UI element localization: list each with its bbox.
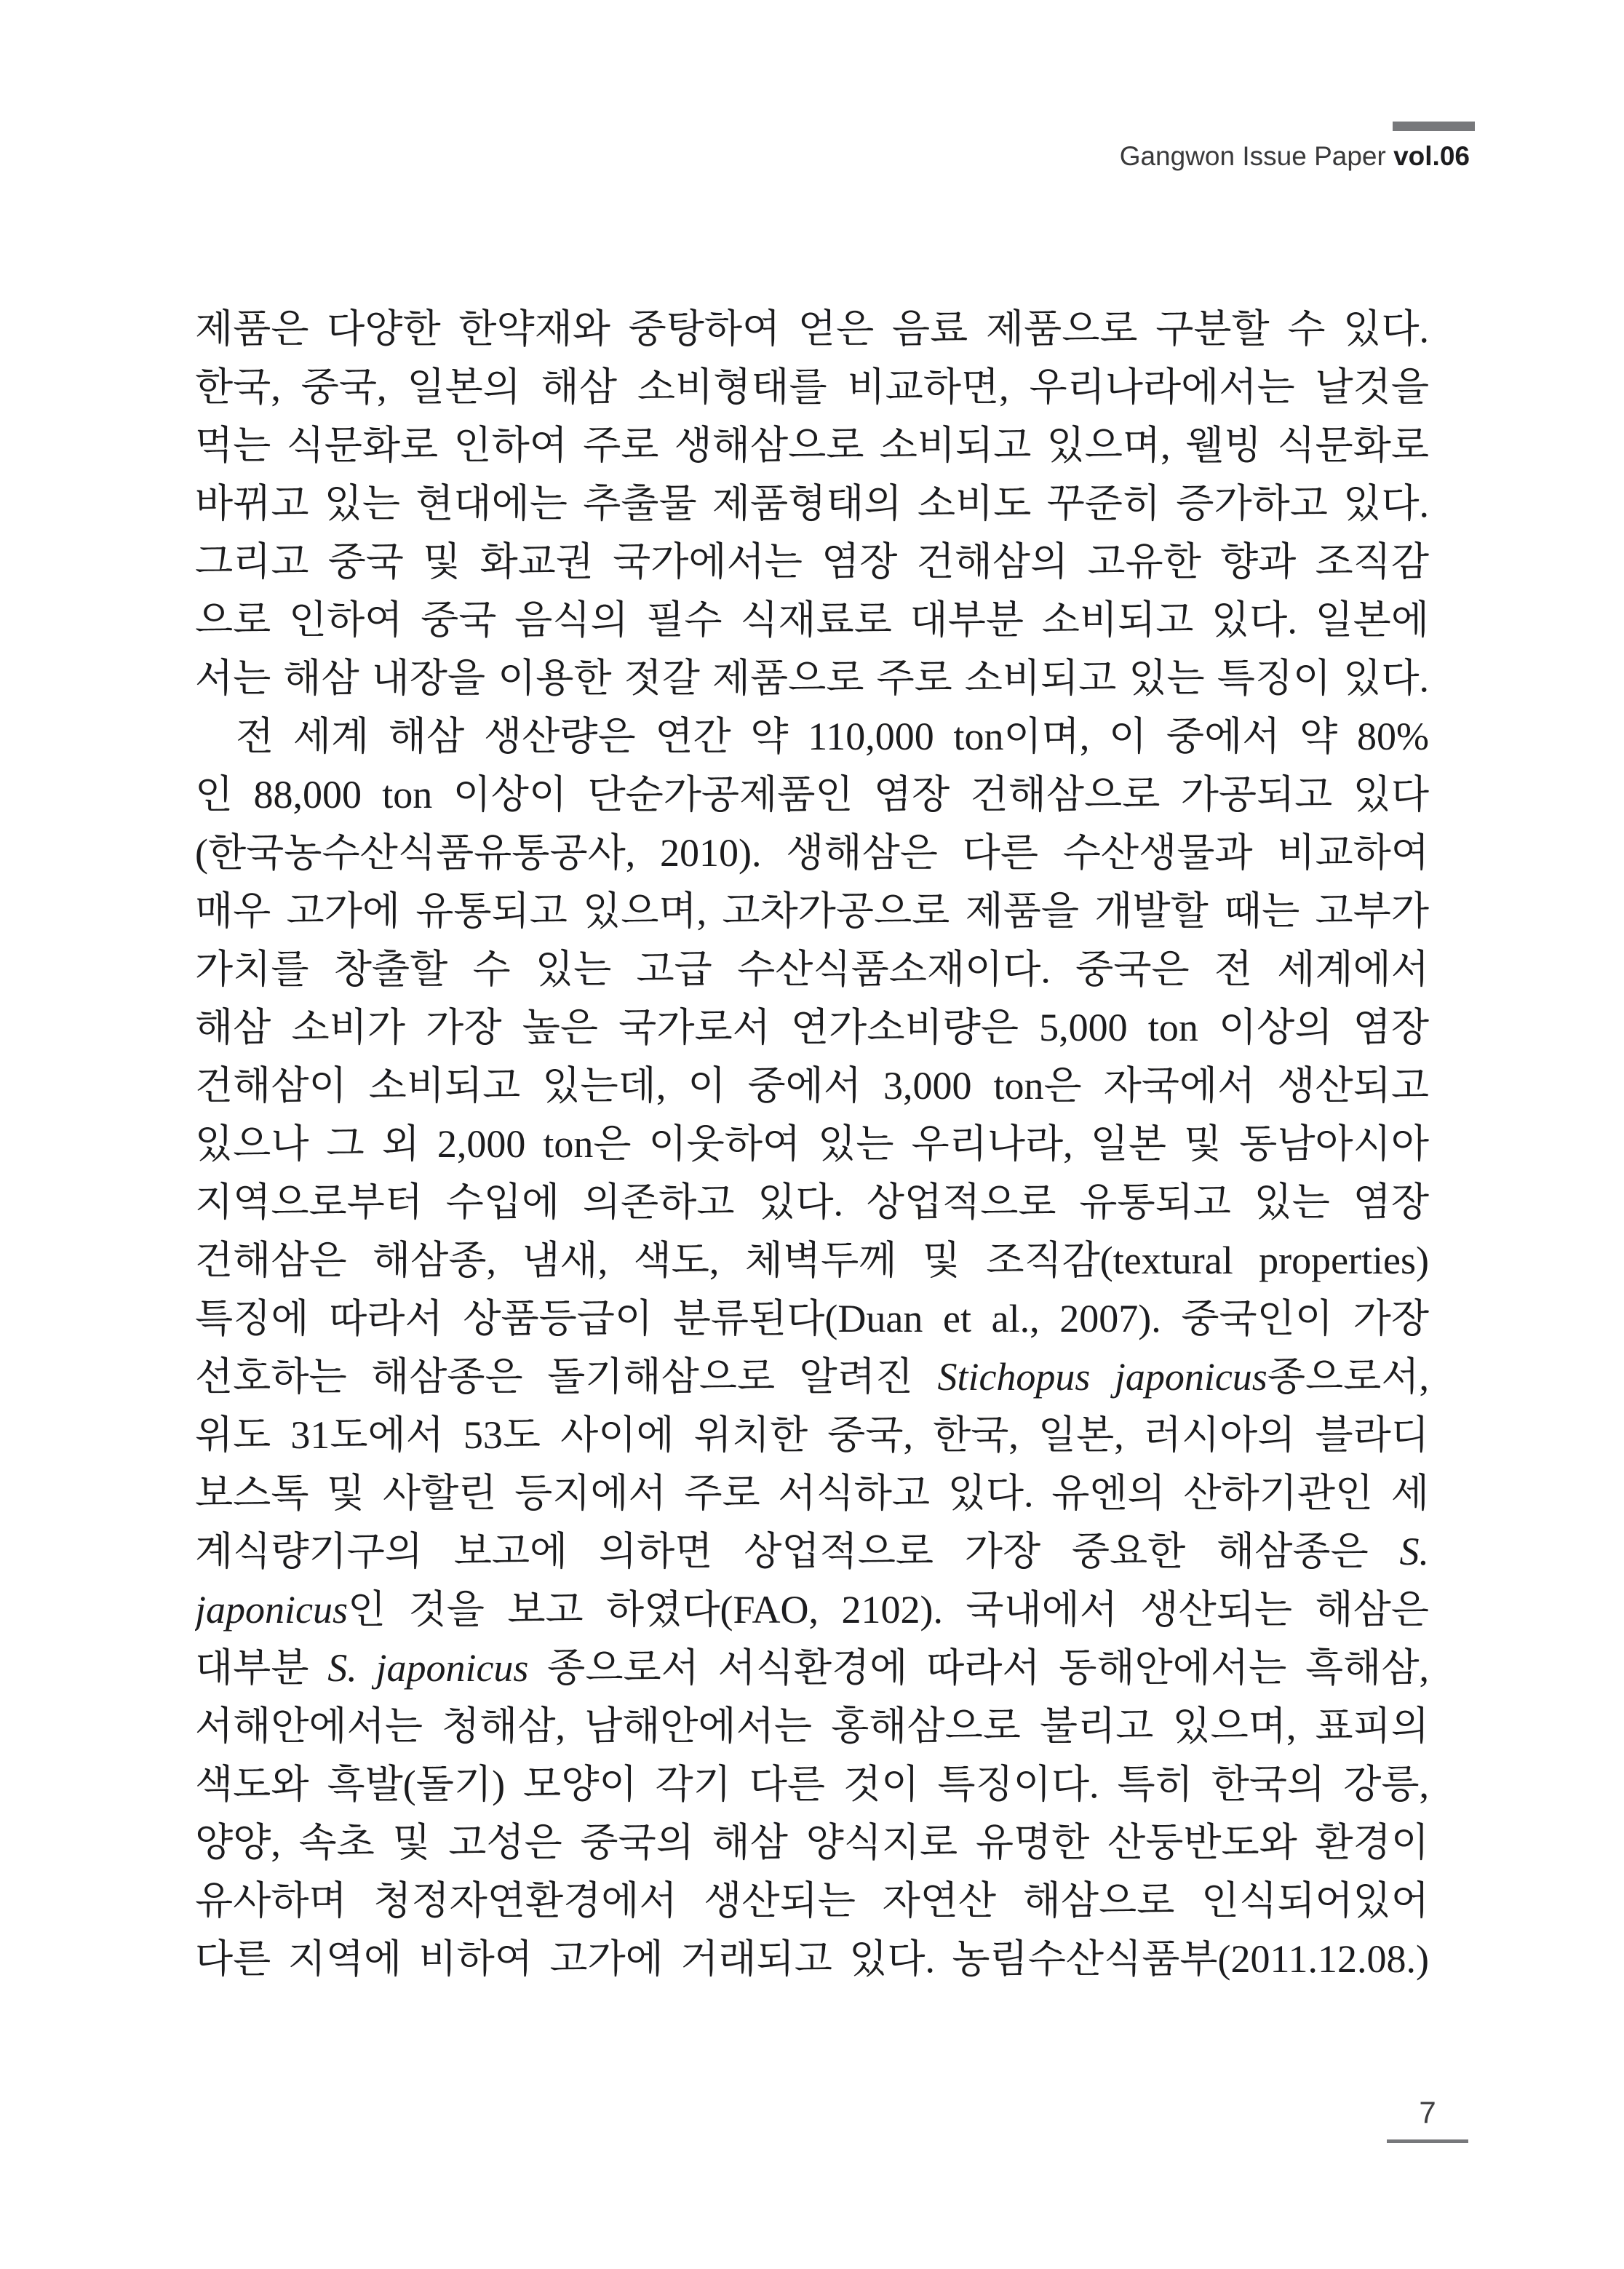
text-segment: 선호하는 해삼종은 돌기해삼으로 알려진 xyxy=(195,1355,938,1399)
text-segment: 한국, 중국, 일본의 해삼 소비형태를 비교하면, 우리나라에서는 날것을 xyxy=(195,365,1429,409)
text-segment: 대부분 xyxy=(195,1646,328,1690)
text-line xyxy=(195,707,1429,766)
text-line xyxy=(195,1464,1429,1522)
text-segment: 건해삼이 소비되고 있는데, 이 중에서 3,000 ton은 자국에서 생산되고 xyxy=(195,1064,1429,1108)
text-line xyxy=(195,882,1429,940)
species-name-italic: S. japonicus xyxy=(327,1646,529,1690)
page-number: 7 xyxy=(1419,2095,1436,2129)
text-segment: 다른 지역에 비하여 고가에 거래되고 있다. 농림수산식품부(2011.12.08.) xyxy=(195,1937,1429,1981)
text-line xyxy=(195,474,1429,533)
text-line xyxy=(195,1115,1429,1173)
text-segment: 서는 해삼 내장을 이용한 젓갈 제품으로 주로 소비되고 있는 특징이 있다. xyxy=(195,656,1429,700)
text-segment: 양양, 속초 및 고성은 중국의 해삼 양식지로 유명한 산둥반도와 환경이 xyxy=(195,1821,1429,1864)
text-segment: 위도 31도에서 53도 사이에 위치한 중국, 한국, 일본, 러시아의 블라디 xyxy=(195,1413,1429,1457)
text-line xyxy=(195,1930,1429,1988)
text-segment: 먹는 식문화로 인하여 주로 생해삼으로 소비되고 있으며, 웰빙 식문화로 xyxy=(195,424,1429,467)
paragraph xyxy=(195,300,1429,707)
species-name-italic: japonicus xyxy=(195,1588,348,1632)
text-line xyxy=(195,1697,1429,1755)
header-title-regular: Gangwon Issue Paper xyxy=(1119,141,1394,171)
text-line xyxy=(195,1755,1429,1813)
text-segment: 바뀌고 있는 현대에는 추출물 제품형태의 소비도 꾸준히 증가하고 있다. xyxy=(195,482,1429,525)
text-line xyxy=(195,1813,1429,1872)
text-segment: 서해안에서는 청해삼, 남해안에서는 홍해삼으로 불리고 있으며, 표피의 xyxy=(195,1704,1429,1748)
text-line xyxy=(195,358,1429,416)
text-line xyxy=(195,1231,1429,1290)
text-line xyxy=(195,998,1429,1057)
text-line xyxy=(195,1522,1429,1581)
text-line xyxy=(195,1348,1429,1406)
text-segment: 해삼 소비가 가장 높은 국가로서 연가소비량은 5,000 ton 이상의 염장 xyxy=(195,1006,1429,1049)
header-title-volume: vol.06 xyxy=(1393,141,1470,171)
species-name-italic: Stichopus japonicus xyxy=(937,1355,1267,1399)
species-name-italic: S. xyxy=(1399,1530,1429,1573)
paragraph xyxy=(195,707,1429,1988)
text-segment: 건해삼은 해삼종, 냄새, 색도, 체벽두께 및 조직감(textural properties) xyxy=(195,1239,1429,1282)
text-segment: 으로 인하여 중국 음식의 필수 식재료로 대부분 소비되고 있다. 일본에 xyxy=(195,598,1429,642)
text-segment: 색도와 흑발(돌기) 모양이 각기 다른 것이 특징이다. 특히 한국의 강릉, xyxy=(195,1763,1429,1806)
text-line xyxy=(195,1639,1429,1697)
footer-rule xyxy=(1387,2139,1468,2143)
text-segment: 제품은 다양한 한약재와 중탕하여 얻은 음료 제품으로 구분할 수 있다. xyxy=(195,307,1429,351)
text-segment: 있으나 그 외 2,000 ton은 이웃하여 있는 우리나라, 일본 및 동남아시아 xyxy=(195,1122,1429,1166)
text-segment: 특징에 따라서 상품등급이 분류된다(Duan et al., 2007). 중국인이 가장 xyxy=(195,1297,1429,1340)
text-line xyxy=(195,940,1429,998)
text-line xyxy=(195,766,1429,824)
text-segment: 계식량기구의 보고에 의하면 상업적으로 가장 중요한 해삼종은 xyxy=(195,1530,1400,1573)
header-accent-bar xyxy=(1393,122,1475,131)
text-line xyxy=(195,649,1429,707)
text-segment: 종으로서 서식환경에 따라서 동해안에서는 흑해삼, xyxy=(528,1646,1429,1690)
header-title xyxy=(1120,140,1470,172)
text-line xyxy=(195,1057,1429,1115)
text-line xyxy=(195,1290,1429,1348)
text-line xyxy=(195,1173,1429,1231)
text-segment: 보스톡 및 사할린 등지에서 주로 서식하고 있다. 유엔의 산하기관인 세 xyxy=(195,1471,1429,1515)
text-segment: 매우 고가에 유통되고 있으며, 고차가공으로 제품을 개발할 때는 고부가 xyxy=(195,889,1429,933)
text-line xyxy=(195,416,1429,474)
text-segment: 그리고 중국 및 화교권 국가에서는 염장 건해삼의 고유한 향과 조직감 xyxy=(195,540,1429,584)
text-line xyxy=(195,300,1429,358)
text-segment: (한국농수산식품유통공사, 2010). 생해삼은 다른 수산생물과 비교하여 xyxy=(195,831,1429,875)
text-line xyxy=(195,591,1429,649)
text-line xyxy=(195,1872,1429,1930)
text-line xyxy=(195,1406,1429,1464)
text-segment: 가치를 창출할 수 있는 고급 수산식품소재이다. 중국은 전 세계에서 xyxy=(195,947,1429,991)
text-line xyxy=(195,1581,1429,1639)
text-segment: 종으로서, xyxy=(1267,1355,1429,1399)
text-line xyxy=(195,824,1429,882)
text-segment: 인 것을 보고 하였다(FAO, 2102). 국내에서 생산되는 해삼은 xyxy=(348,1588,1429,1632)
text-line xyxy=(195,533,1429,591)
text-segment: 유사하며 청정자연환경에서 생산되는 자연산 해삼으로 인식되어있어 xyxy=(195,1879,1429,1923)
body-text xyxy=(195,300,1429,1988)
text-segment: 전 세계 해삼 생산량은 연간 약 110,000 ton이며, 이 중에서 약 80% xyxy=(236,715,1429,758)
text-segment: 인 88,000 ton 이상이 단순가공제품인 염장 건해삼으로 가공되고 있다 xyxy=(195,773,1429,816)
text-segment: 지역으로부터 수입에 의존하고 있다. 상업적으로 유통되고 있는 염장 xyxy=(195,1180,1429,1224)
